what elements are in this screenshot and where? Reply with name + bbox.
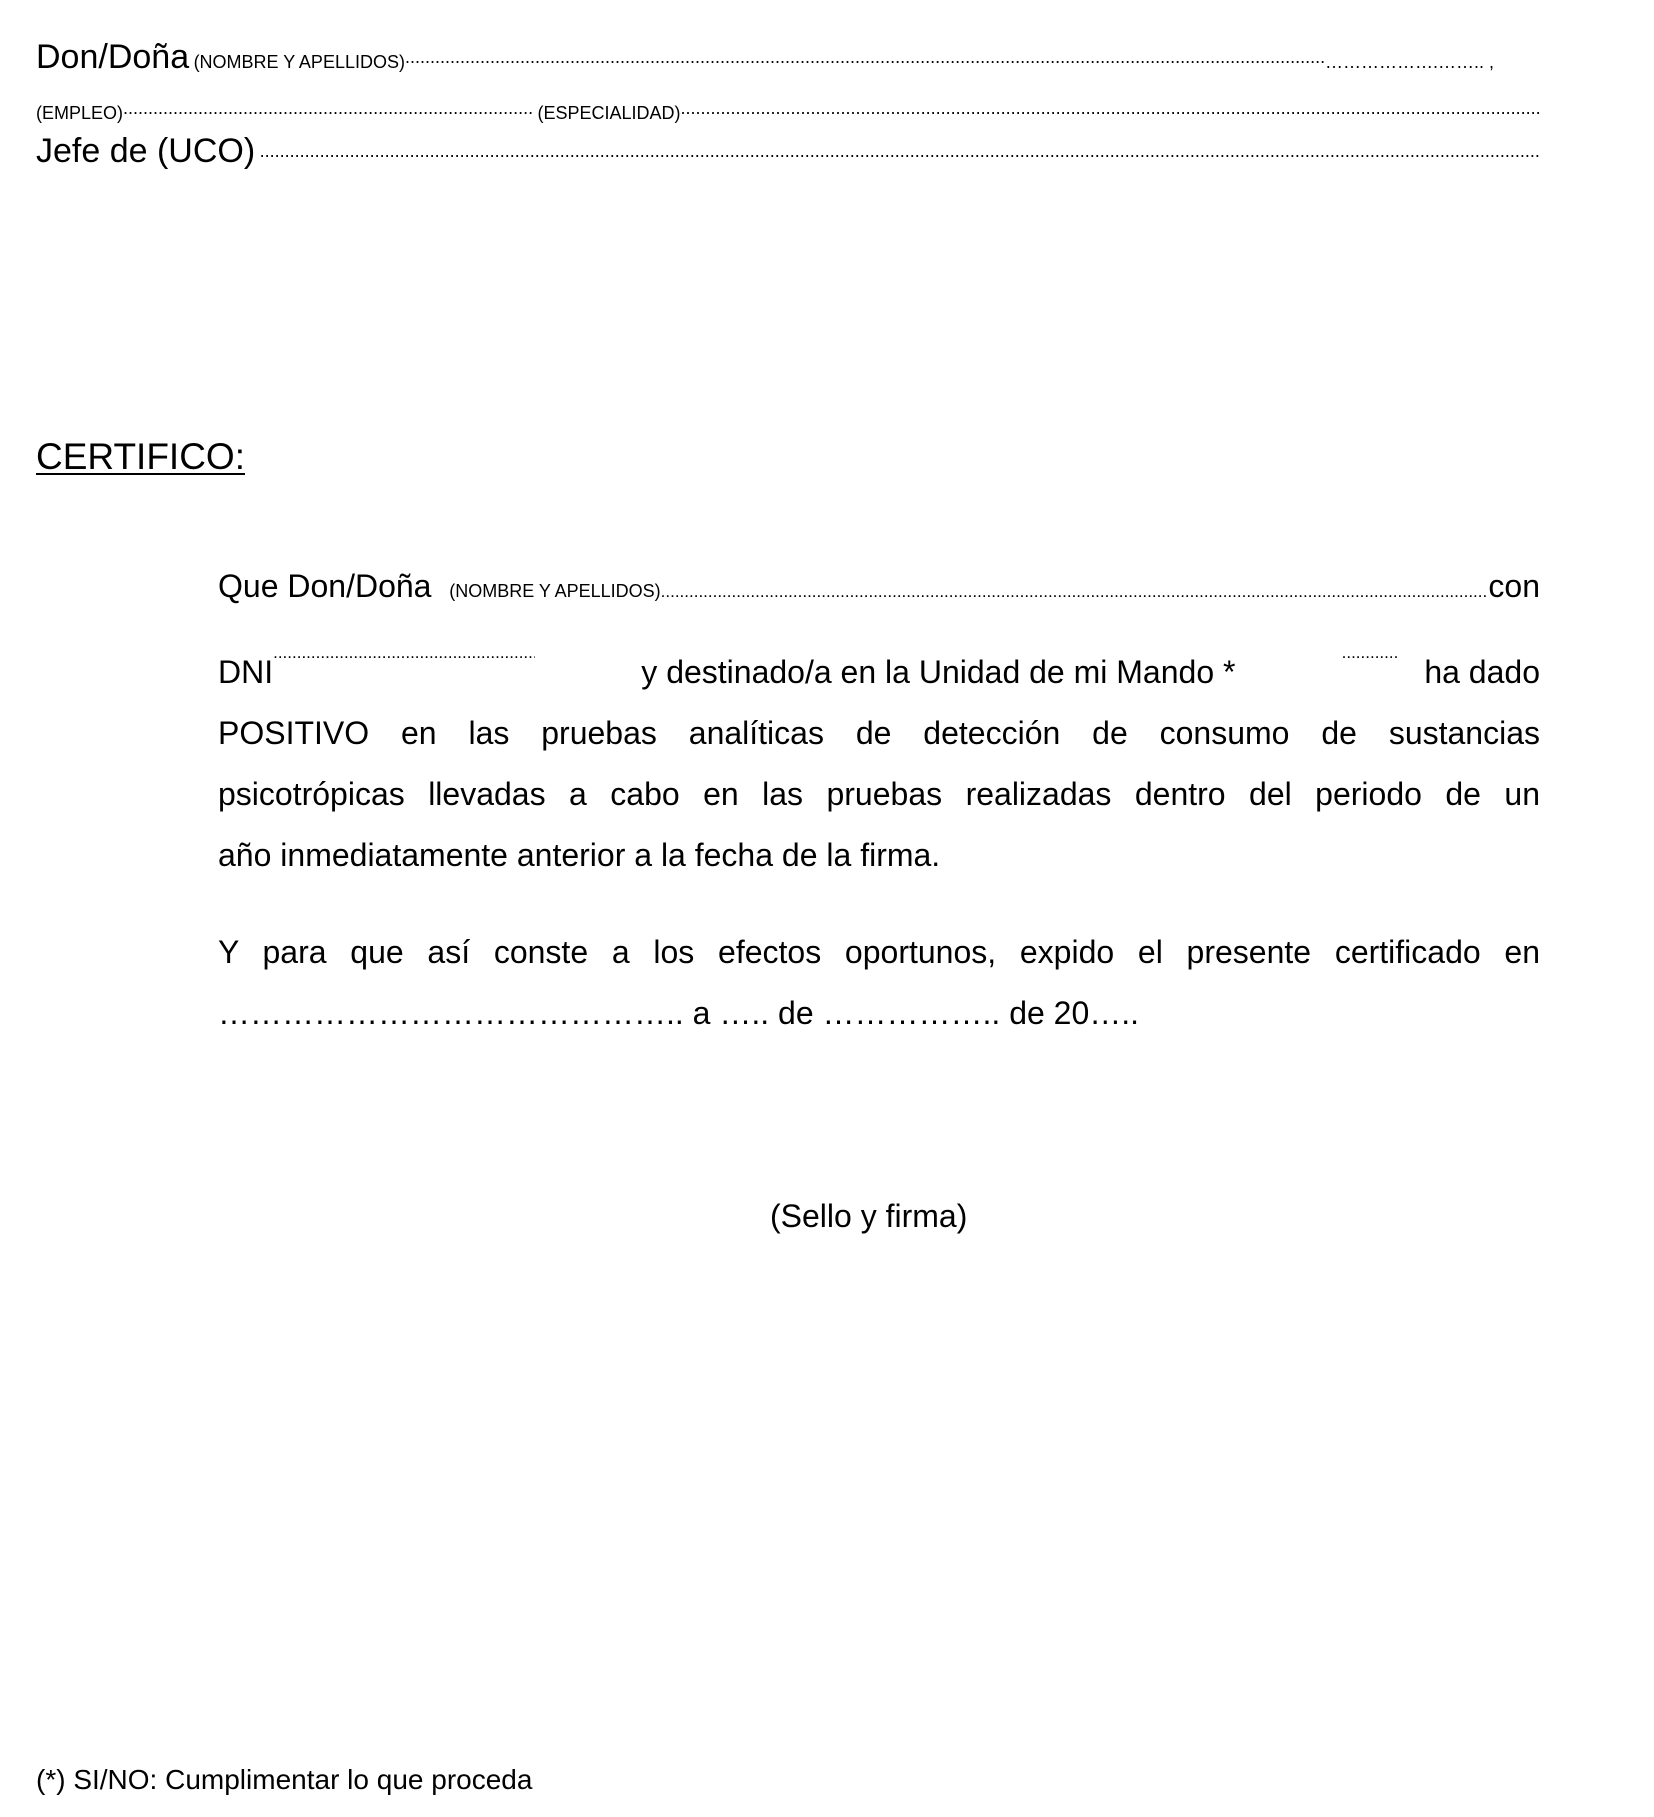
paragraph-line: [218, 556, 1540, 622]
sello-y-firma: (Sello y firma): [770, 1198, 968, 1234]
header-don-dona-label: Don/Doña: [36, 38, 190, 76]
destinado-text: y destinado/a en la Unidad de mi Mando *: [641, 654, 1236, 690]
header-especialidad-dots[interactable]: [681, 98, 1539, 119]
mando-dots-field[interactable]: [1342, 622, 1398, 683]
footnote: (*) SI/NO: Cumplimentar lo que proceda: [36, 1764, 533, 1795]
header-line-jefe: [36, 132, 1584, 171]
header-line-name: [36, 38, 1584, 77]
header-jefe-dots[interactable]: [260, 141, 1540, 162]
dni-dots-field[interactable]: [273, 622, 535, 683]
paragraph-line: [218, 622, 1540, 703]
certificate-paragraph-2: [218, 922, 1540, 1044]
header-name-dots[interactable]: [405, 47, 1325, 68]
certifico-heading: CERTIFICO:: [36, 436, 245, 477]
nombre-apellidos-hint: (NOMBRE Y APELLIDOS): [449, 581, 661, 601]
header-jefe-label: Jefe de (UCO): [36, 132, 256, 170]
certificate-paragraph-1: [218, 556, 1540, 886]
header-empleo-hint: (EMPLEO): [36, 103, 124, 123]
header-empleo-dots[interactable]: [123, 98, 533, 119]
header-name-trail: ……………….…….. ,: [1324, 52, 1494, 72]
que-don-dona-text: Que Don/Doña: [218, 568, 432, 604]
con-text: con: [1488, 568, 1540, 604]
nombre-dots-field[interactable]: [661, 561, 1489, 622]
ha-dado-text: ha dado: [1424, 654, 1540, 690]
dni-label: DNI: [218, 654, 274, 690]
header-name-hint: (NOMBRE Y APELLIDOS): [193, 52, 405, 72]
header-line-employment: [36, 98, 1584, 124]
header-especialidad-hint: (ESPECIALIDAD): [537, 103, 681, 123]
paragraph-line: Y para que así conste a los efectos oportunos, expido el presente certificado en: [218, 934, 1540, 970]
paragraph-line: psicotrópicas llevadas a cabo en las pruebas realizadas dentro del periodo de un: [218, 776, 1540, 812]
paragraph-line: POSITIVO en las pruebas analíticas de detección de consumo de sustancias: [218, 715, 1540, 751]
date-place-line[interactable]: …………………………………….. a ….. de …………….. de 20…..: [218, 995, 1140, 1031]
paragraph-line: año inmediatamente anterior a la fecha de la firma.: [218, 837, 941, 873]
